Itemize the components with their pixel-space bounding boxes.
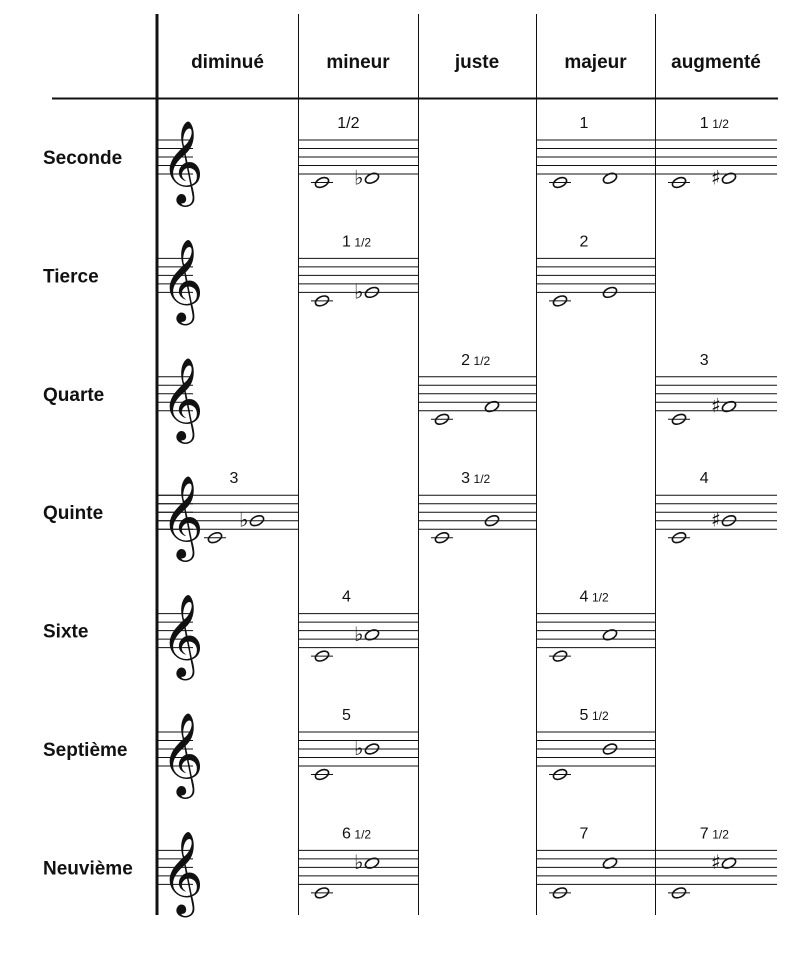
row-label-neuvieme: Neuvième: [43, 858, 133, 880]
interval-cell-mineur: [298, 233, 418, 307]
interval-cell-augmente: [655, 352, 777, 426]
whole-note: [602, 628, 618, 642]
sharp-icon: ♯: [711, 507, 721, 532]
semitone-half: 1/2: [712, 827, 729, 842]
row-label-quarte: Quarte: [43, 384, 105, 406]
interval-cell-mineur: [298, 707, 418, 781]
semitone-half: 1/2: [712, 117, 729, 131]
treble-clef-icon: 𝄞: [161, 474, 204, 559]
semitone-count: 1: [699, 115, 709, 132]
interval-cell-mineur: [298, 589, 418, 663]
treble-clef-icon: 𝄞: [161, 355, 204, 440]
semitone-count: 7: [699, 825, 709, 843]
flat-icon: ♭: [354, 850, 364, 875]
whole-note: [721, 400, 737, 414]
whole-note: [602, 171, 618, 185]
flat-icon: ♭: [354, 736, 364, 760]
sharp-icon: ♯: [711, 393, 721, 418]
row-label-septieme: Septième: [43, 740, 128, 761]
row-label-sixte: Sixte: [43, 621, 89, 643]
semitone-half: 1/2: [591, 709, 609, 723]
treble-clef-icon: 𝄞: [161, 592, 204, 677]
row-sixte: [43, 589, 655, 681]
semitone-count: 4: [699, 470, 709, 488]
semitone-count: 3: [699, 351, 709, 369]
interval-cell-mineur: [298, 115, 418, 189]
treble-clef-icon: 𝄞: [161, 237, 204, 322]
row-neuvieme: [43, 825, 777, 917]
row-label-tierce: Tierce: [43, 266, 99, 288]
semitone-count: 4: [579, 588, 589, 606]
semitone-count: 1: [579, 115, 589, 132]
column-header-mineur: mineur: [326, 52, 390, 73]
whole-note: [364, 628, 380, 642]
semitone-count: 4: [341, 588, 351, 606]
row-label-seconde: Seconde: [43, 148, 123, 169]
semitone-count: 3: [229, 470, 239, 488]
flat-icon: ♭: [239, 507, 249, 532]
row-label-quinte: Quinte: [43, 503, 104, 525]
column-header-juste: juste: [454, 52, 500, 73]
whole-note: [484, 400, 500, 414]
whole-note: [721, 856, 737, 870]
whole-note: [364, 856, 380, 870]
interval-cell-augmente: [655, 825, 777, 899]
interval-cell-mineur: [298, 825, 418, 899]
semitone-count: 1: [341, 233, 351, 251]
column-header-diminue: diminué: [191, 52, 264, 73]
semitone-count: 2: [461, 351, 471, 369]
whole-note: [364, 171, 380, 185]
flat-icon: ♭: [354, 165, 364, 190]
row-quarte: [43, 352, 777, 444]
semitone-count: 2: [579, 233, 589, 251]
row-quinte: [43, 470, 777, 562]
semitone-half: 1/2: [473, 353, 491, 368]
semitone-half: 1/2: [473, 472, 491, 487]
whole-note: [721, 171, 737, 185]
interval-cell-augmente: [655, 115, 777, 189]
semitone-count: 1/2: [337, 115, 360, 132]
treble-clef-icon: 𝄞: [161, 119, 204, 203]
interval-cell-majeur: [536, 825, 655, 899]
row-septieme: [43, 707, 655, 799]
sharp-icon: ♯: [711, 165, 721, 190]
row-seconde: [43, 115, 777, 207]
semitone-count: 5: [579, 707, 589, 724]
column-header-augmente: augmenté: [671, 52, 761, 73]
interval-cell-majeur: [536, 233, 655, 307]
interval-cell-majeur: [536, 589, 655, 663]
semitone-count: 6: [341, 825, 351, 843]
semitone-half: 1/2: [591, 590, 609, 605]
semitone-count: 3: [461, 470, 471, 488]
semitone-count: 5: [341, 707, 351, 724]
interval-cell-juste: [418, 352, 536, 426]
row-tierce: [43, 233, 655, 325]
flat-icon: ♭: [354, 621, 364, 646]
interval-cell-majeur: [536, 115, 655, 189]
interval-cell-majeur: [536, 707, 655, 781]
interval-cell-juste: [418, 470, 536, 544]
whole-note: [602, 856, 618, 870]
treble-clef-icon: 𝄞: [161, 829, 204, 914]
semitone-half: 1/2: [354, 827, 372, 842]
column-header-majeur: majeur: [564, 52, 627, 73]
interval-cell-augmente: [655, 470, 777, 544]
semitone-half: 1/2: [354, 235, 372, 250]
treble-clef-icon: 𝄞: [161, 711, 204, 795]
sharp-icon: ♯: [711, 850, 721, 875]
semitone-count: 7: [579, 825, 589, 843]
flat-icon: ♭: [354, 279, 364, 304]
